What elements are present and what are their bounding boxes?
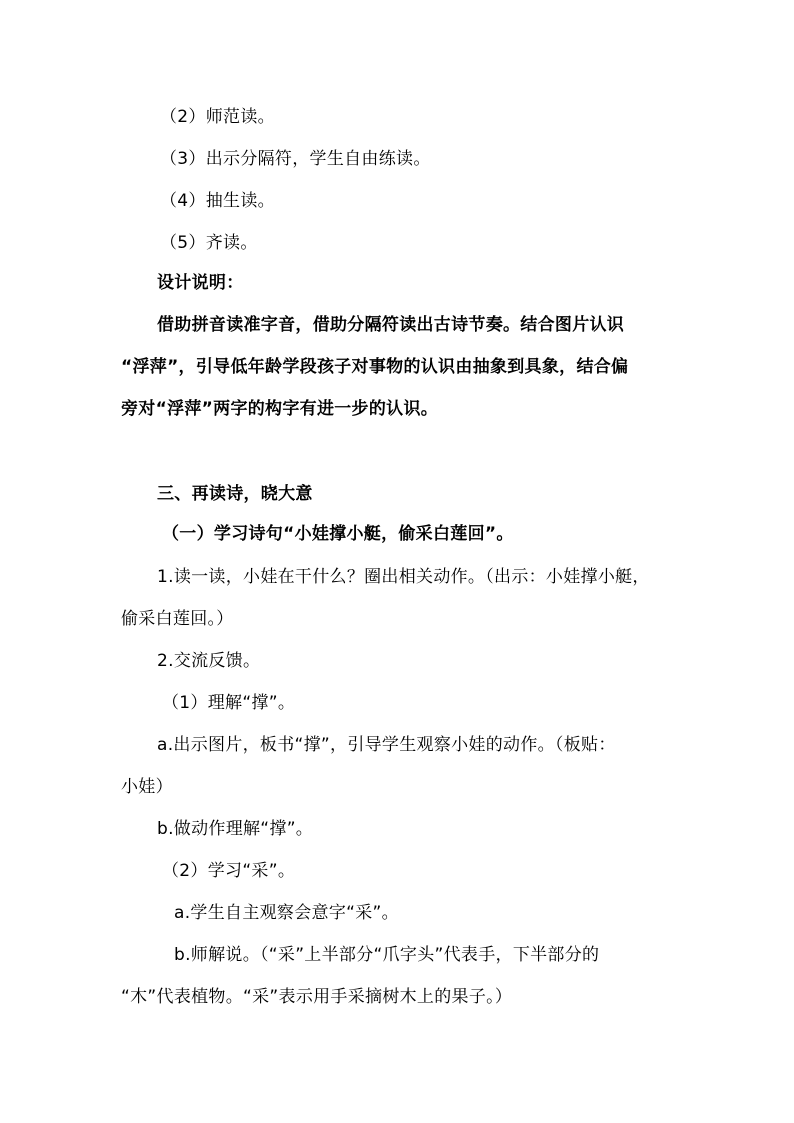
understand-cheng-heading: （1）理解“撑”。 bbox=[162, 693, 296, 713]
understand-cheng-b: b.做动作理解“撑”。 bbox=[157, 819, 314, 839]
learn-cai-b-line-1: b.师解说。（“采”上半部分“爪字头”代表手，下半部分的 bbox=[174, 945, 600, 965]
learn-cai-a: a.学生自主观察会意字“采”。 bbox=[174, 903, 399, 923]
step-read-together: （5）齐读。 bbox=[160, 233, 258, 253]
design-note-line-2: “浮萍”，引导低年龄学段孩子对事物的认识由抽象到具象，结合偏 bbox=[121, 357, 629, 377]
understand-cheng-a-line-1: a.出示图片，板书“撑”，引导学生观察小娃的动作。（板贴： bbox=[157, 735, 616, 755]
design-note-line-3: 旁对“浮萍”两字的构字有进一步的认识。 bbox=[121, 399, 439, 419]
understand-cheng-a-line-2: 小娃） bbox=[121, 777, 173, 797]
step-show-separators: （3）出示分隔符，学生自由练读。 bbox=[160, 149, 431, 169]
section-heading: 三、再读诗，晓大意 bbox=[157, 484, 313, 504]
subsection-heading: （一）学习诗句“小娃撑小艇，偷采白莲回”。 bbox=[162, 524, 514, 544]
activity-1-line-2: 偷采白莲回。） bbox=[121, 609, 234, 629]
design-note-heading: 设计说明： bbox=[157, 273, 244, 293]
learn-cai-heading: （2）学习“采”。 bbox=[162, 861, 296, 881]
design-note-line-1: 借助拼音读准字音，借助分隔符读出古诗节奏。结合图片认识 bbox=[157, 315, 625, 335]
activity-1-line-1: 1.读一读，小娃在干什么？圈出相关动作。（出示：小娃撑小艇， bbox=[157, 567, 650, 587]
activity-2: 2.交流反馈。 bbox=[157, 651, 261, 671]
step-student-reads: （4）抽生读。 bbox=[160, 191, 275, 211]
step-teacher-reads: （2）师范读。 bbox=[160, 107, 275, 127]
learn-cai-b-line-2: “木”代表植物。“采”表示用手采摘树木上的果子。） bbox=[121, 987, 513, 1007]
